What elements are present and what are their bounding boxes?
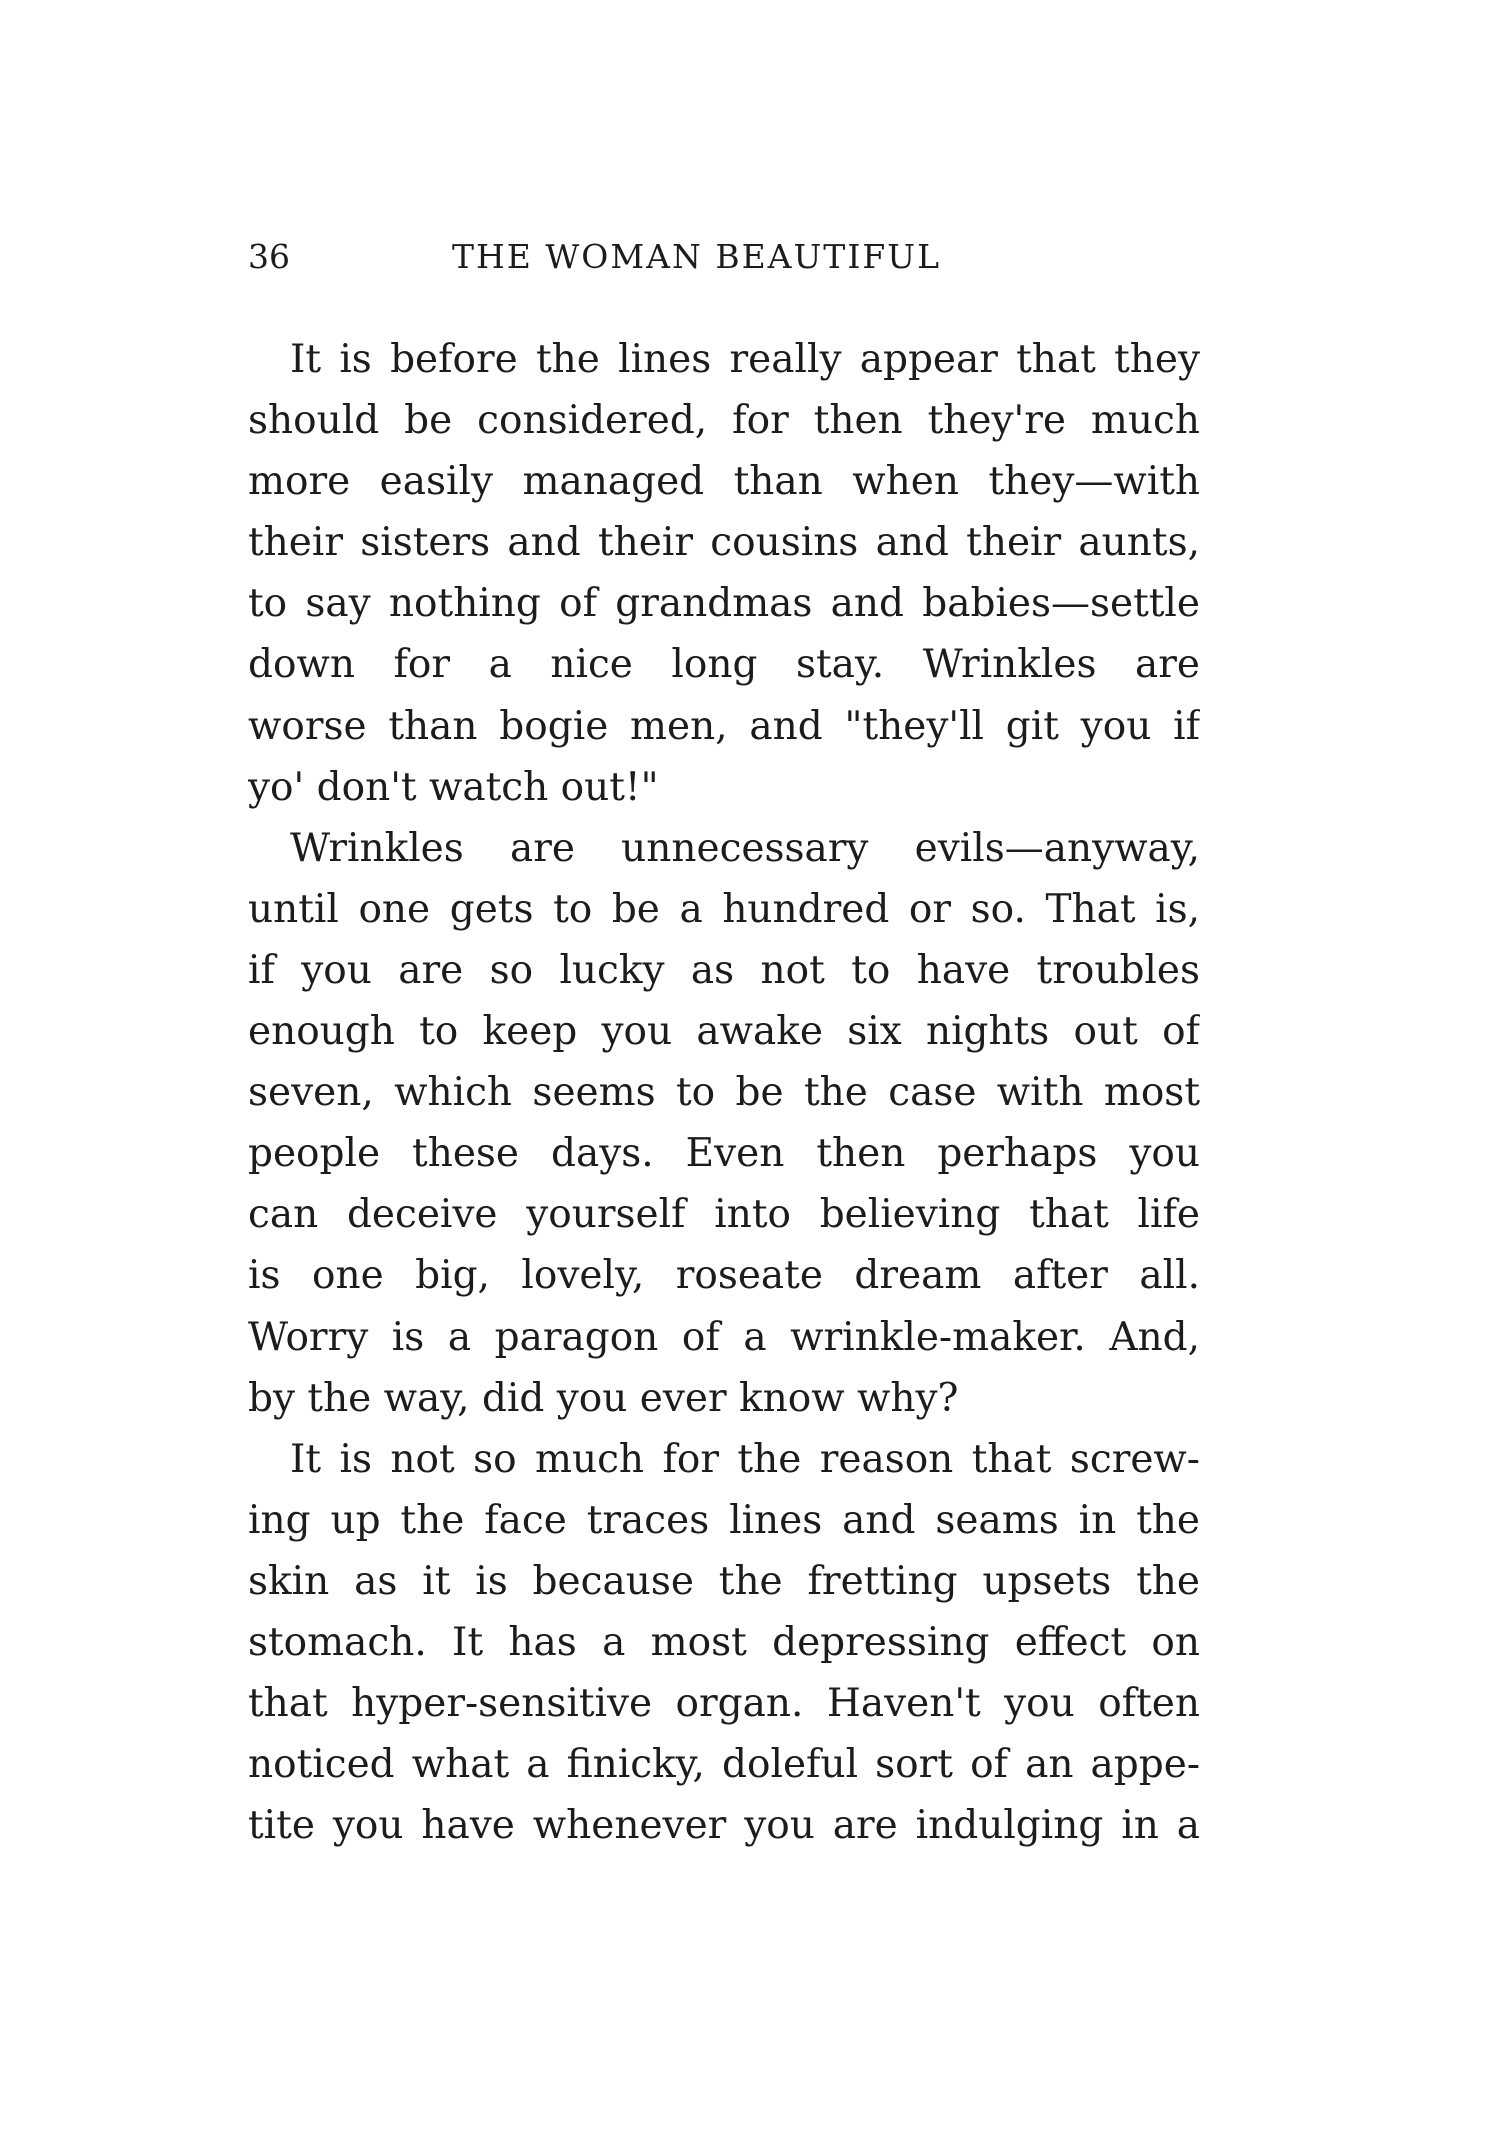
text-line: is one big, lovely, roseate dream after all.: [248, 1253, 1200, 1299]
text-line: more easily managed than when they—with: [248, 459, 1200, 505]
paragraph-3: [248, 1429, 1200, 1857]
paragraph-1: [248, 329, 1200, 818]
text-line: that hyper-sensitive organ. Haven't you often: [248, 1681, 1200, 1727]
text-line: Wrinkles are unnecessary evils—anyway,: [290, 825, 1200, 871]
text-line: by the way, did you ever know why?: [248, 1375, 959, 1421]
text-line: tite you have whenever you are indulging in a: [248, 1803, 1200, 1849]
text-line: It is before the lines really appear that they: [290, 337, 1200, 382]
text-line: Worry is a paragon of a wrinkle-maker. And,: [248, 1314, 1200, 1360]
text-line: down for a nice long stay. Wrinkles are: [248, 642, 1200, 688]
text-line: ing up the face traces lines and seams in the: [248, 1497, 1200, 1543]
text-line: enough to keep you awake six nights out of: [248, 1009, 1200, 1055]
text-line: It is not so much for the reason that screw-: [290, 1436, 1200, 1482]
text-line: worse than bogie men, and "they'll git you if: [248, 703, 1200, 749]
paragraph-2: [248, 818, 1200, 1429]
text-line: can deceive yourself into believing that life: [248, 1192, 1200, 1238]
text-line: noticed what a finicky, doleful sort of an appe-: [248, 1742, 1200, 1788]
text-line: until one gets to be a hundred or so. That is,: [248, 886, 1200, 932]
text-line: to say nothing of grandmas and babies—settle: [248, 581, 1200, 627]
page-number: 36: [248, 237, 290, 276]
text-line: stomach. It has a most depressing effect on: [248, 1619, 1200, 1665]
text-line: if you are so lucky as not to have troubles: [248, 947, 1200, 993]
text-line: seven, which seems to be the case with most: [248, 1070, 1200, 1116]
text-line: their sisters and their cousins and their aunts,: [248, 520, 1200, 566]
running-head: [248, 232, 1200, 282]
text-line: yo' don't watch out!": [248, 764, 659, 810]
text-line: skin as it is because the fretting upsets the: [248, 1558, 1200, 1604]
running-title: THE WOMAN BEAUTIFUL: [452, 237, 941, 276]
body-text: [248, 329, 1200, 1856]
text-line: should be considered, for then they're much: [248, 398, 1200, 444]
text-line: people these days. Even then perhaps you: [248, 1131, 1200, 1177]
